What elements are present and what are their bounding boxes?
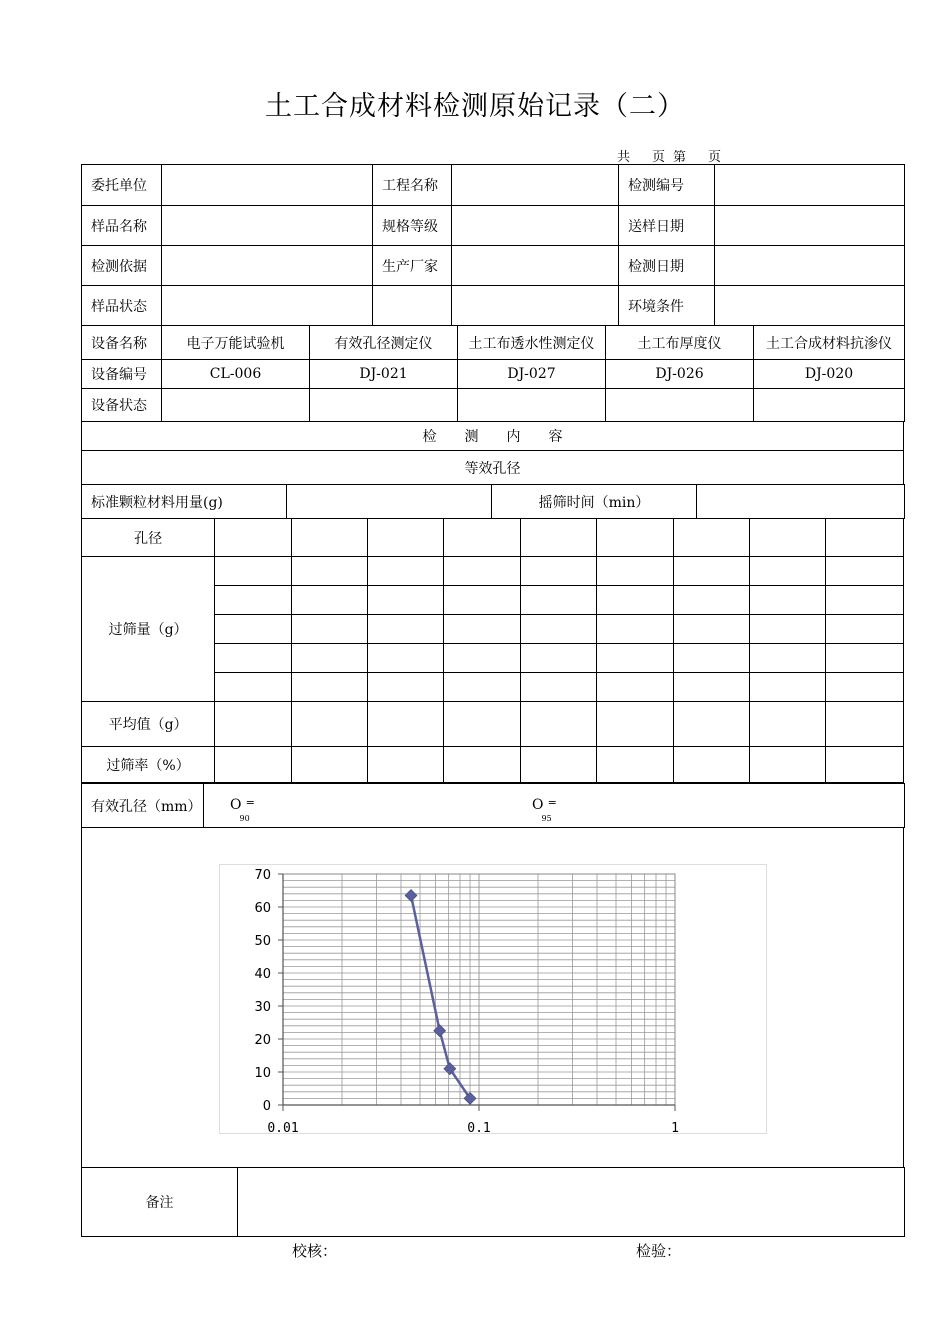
data-cell[interactable] — [826, 644, 904, 673]
test-date-field[interactable] — [715, 246, 905, 286]
data-cell[interactable] — [367, 747, 443, 783]
info-row — [82, 206, 905, 246]
spec-field[interactable] — [452, 206, 619, 246]
data-cell[interactable] — [597, 586, 673, 615]
data-cell[interactable] — [750, 586, 826, 615]
sample-state-field[interactable] — [162, 286, 373, 326]
data-cell[interactable] — [597, 702, 673, 747]
params-table — [81, 484, 905, 519]
data-cell[interactable] — [826, 673, 904, 702]
delivery-date-field[interactable] — [715, 206, 905, 246]
average-row — [82, 702, 904, 747]
data-point — [405, 889, 417, 901]
data-cell[interactable] — [215, 557, 291, 586]
data-cell[interactable] — [367, 586, 443, 615]
data-cell[interactable] — [826, 557, 904, 586]
test-date-label: 检测日期 — [619, 246, 715, 286]
equipment-name: 土工布厚度仪 — [606, 326, 754, 360]
spec-label: 规格等级 — [373, 206, 452, 246]
data-cell[interactable] — [444, 747, 520, 783]
test-number-field[interactable] — [715, 165, 905, 206]
data-cell[interactable] — [673, 557, 749, 586]
data-cell[interactable] — [291, 519, 367, 557]
equipment-name-label: 设备名称 — [82, 326, 162, 360]
data-cell[interactable] — [520, 557, 596, 586]
y-tick-label: 10 — [254, 1066, 271, 1081]
data-cell[interactable] — [673, 747, 749, 783]
equipment-code-row — [82, 360, 905, 389]
equipment-code: DJ-021 — [310, 360, 458, 389]
data-cell[interactable] — [673, 673, 749, 702]
data-cell[interactable] — [520, 586, 596, 615]
effective-pore-values[interactable] — [204, 784, 905, 828]
equipment-code: DJ-020 — [754, 360, 905, 389]
blank-cell[interactable] — [373, 286, 452, 326]
info-row — [82, 246, 905, 286]
equipment-status-field[interactable] — [310, 389, 458, 422]
data-cell[interactable] — [215, 644, 291, 673]
sample-name-label: 样品名称 — [82, 206, 162, 246]
delivery-date-label: 送样日期 — [619, 206, 715, 246]
data-cell[interactable] — [291, 673, 367, 702]
project-field[interactable] — [452, 165, 619, 206]
data-cell[interactable] — [826, 747, 904, 783]
equipment-name: 土工布透水性测定仪 — [458, 326, 606, 360]
data-cell[interactable] — [367, 615, 443, 644]
data-cell[interactable] — [673, 615, 749, 644]
x-tick-label: 0.1 — [467, 1121, 491, 1133]
data-cell[interactable] — [750, 519, 826, 557]
shake-time-label: 摇筛时间（min） — [492, 485, 697, 519]
rate-row — [82, 747, 904, 783]
y-tick-label: 30 — [254, 1000, 271, 1015]
check-signature-label: 校核： — [292, 1242, 338, 1260]
data-cell[interactable] — [673, 519, 749, 557]
data-cell[interactable] — [291, 586, 367, 615]
x-tick-label: 0.01 — [267, 1121, 299, 1133]
equipment-status-field[interactable] — [162, 389, 310, 422]
equipment-status-row — [82, 389, 905, 422]
data-cell[interactable] — [444, 557, 520, 586]
equipment-name: 有效孔径测定仪 — [310, 326, 458, 360]
x-tick-label: 1 — [671, 1121, 679, 1133]
data-cell[interactable] — [750, 747, 826, 783]
data-cell[interactable] — [215, 702, 291, 747]
equipment-status-field[interactable] — [754, 389, 905, 422]
sieve-row — [82, 557, 904, 586]
info-row — [82, 165, 905, 206]
equipment-status-field[interactable] — [458, 389, 606, 422]
y-tick-label: 70 — [254, 868, 271, 883]
data-cell[interactable] — [750, 644, 826, 673]
data-cell[interactable] — [215, 615, 291, 644]
shake-time-field[interactable] — [697, 485, 905, 519]
data-cell[interactable] — [520, 702, 596, 747]
average-label: 平均值（g） — [82, 702, 215, 747]
data-cell[interactable] — [444, 673, 520, 702]
effective-pore-table — [81, 783, 905, 828]
section-table — [81, 421, 904, 485]
data-cell[interactable] — [673, 644, 749, 673]
test-basis-field[interactable] — [162, 246, 373, 286]
effective-pore-label: 有效孔径（mm） — [82, 784, 204, 828]
equipment-code: DJ-026 — [606, 360, 754, 389]
remarks-label: 备注 — [82, 1168, 238, 1237]
data-cell[interactable] — [215, 673, 291, 702]
y-tick-label: 0 — [262, 1099, 271, 1114]
data-cell[interactable] — [367, 702, 443, 747]
data-cell[interactable] — [444, 586, 520, 615]
data-cell[interactable] — [367, 557, 443, 586]
data-cell[interactable] — [291, 615, 367, 644]
data-cell[interactable] — [520, 644, 596, 673]
data-cell[interactable] — [291, 644, 367, 673]
remarks-table — [81, 1167, 905, 1237]
chart-svg — [220, 865, 766, 1133]
data-cell[interactable] — [215, 747, 291, 783]
pore-row — [82, 519, 904, 557]
equipment-name: 电子万能试验机 — [162, 326, 310, 360]
manufacturer-label: 生产厂家 — [373, 246, 452, 286]
data-cell[interactable] — [444, 519, 520, 557]
remarks-field[interactable] — [238, 1168, 905, 1237]
y-tick-label: 60 — [254, 901, 271, 916]
data-cell[interactable] — [520, 519, 596, 557]
o95-value: $O_{95}^=$ — [532, 796, 557, 823]
data-cell[interactable] — [673, 586, 749, 615]
data-cell[interactable] — [597, 519, 673, 557]
blank-cell[interactable] — [452, 286, 619, 326]
data-cell[interactable] — [520, 615, 596, 644]
sieve-table — [81, 518, 904, 783]
data-cell[interactable] — [597, 615, 673, 644]
equipment-name: 土工合成材料抗渗仪 — [754, 326, 905, 360]
data-cell[interactable] — [750, 673, 826, 702]
equipment-code-label: 设备编号 — [82, 360, 162, 389]
data-cell[interactable] — [750, 615, 826, 644]
data-cell[interactable] — [291, 747, 367, 783]
data-cell[interactable] — [520, 673, 596, 702]
sample-state-label: 样品状态 — [82, 286, 162, 326]
pore-label: 孔径 — [82, 519, 215, 557]
o90-value: $O_{90}^=$ — [230, 796, 255, 823]
sample-name-field[interactable] — [162, 206, 373, 246]
section-subtitle: 等效孔径 — [82, 451, 904, 485]
rate-label: 过筛率（%） — [82, 747, 215, 783]
data-cell[interactable] — [597, 557, 673, 586]
data-cell[interactable] — [750, 702, 826, 747]
data-cell[interactable] — [597, 673, 673, 702]
page-title: 土工合成材料检测原始记录（二） — [265, 91, 685, 122]
info-row — [82, 286, 905, 326]
data-cell[interactable] — [215, 519, 291, 557]
environment-label: 环境条件 — [619, 286, 715, 326]
environment-field[interactable] — [715, 286, 905, 326]
data-cell[interactable] — [597, 644, 673, 673]
data-cell[interactable] — [215, 586, 291, 615]
data-cell[interactable] — [520, 747, 596, 783]
equipment-code: DJ-027 — [458, 360, 606, 389]
data-cell[interactable] — [444, 615, 520, 644]
data-cell[interactable] — [367, 673, 443, 702]
std-mass-label: 标准颗粒材料用量(g) — [82, 485, 287, 519]
info-table — [81, 164, 905, 326]
data-cell[interactable] — [367, 644, 443, 673]
test-signature-label: 检验： — [636, 1242, 682, 1260]
data-cell[interactable] — [750, 557, 826, 586]
y-tick-label: 20 — [254, 1033, 271, 1048]
section-header: 检 测 内 容 — [82, 422, 904, 451]
data-cell[interactable] — [291, 557, 367, 586]
data-cell[interactable] — [444, 702, 520, 747]
client-field[interactable] — [162, 165, 373, 206]
data-cell[interactable] — [826, 615, 904, 644]
project-label: 工程名称 — [373, 165, 452, 206]
equipment-name-row — [82, 326, 905, 360]
data-cell[interactable] — [291, 702, 367, 747]
equipment-status-label: 设备状态 — [82, 389, 162, 422]
sieve-label: 过筛量（g） — [82, 557, 215, 702]
equipment-table — [81, 325, 905, 422]
equipment-status-field[interactable] — [606, 389, 754, 422]
data-cell[interactable] — [826, 586, 904, 615]
data-cell[interactable] — [826, 519, 904, 557]
pore-size-chart — [219, 864, 767, 1134]
y-tick-label: 50 — [254, 934, 271, 949]
equipment-code: CL-006 — [162, 360, 310, 389]
test-basis-label: 检测依据 — [82, 246, 162, 286]
data-cell[interactable] — [826, 702, 904, 747]
page-info: 共 页 第 页 — [617, 150, 722, 165]
data-cell[interactable] — [673, 702, 749, 747]
std-mass-field[interactable] — [287, 485, 492, 519]
data-cell[interactable] — [367, 519, 443, 557]
y-tick-label: 40 — [254, 967, 271, 982]
test-number-label: 检测编号 — [619, 165, 715, 206]
data-cell[interactable] — [597, 747, 673, 783]
data-cell[interactable] — [444, 644, 520, 673]
client-label: 委托单位 — [82, 165, 162, 206]
manufacturer-field[interactable] — [452, 246, 619, 286]
